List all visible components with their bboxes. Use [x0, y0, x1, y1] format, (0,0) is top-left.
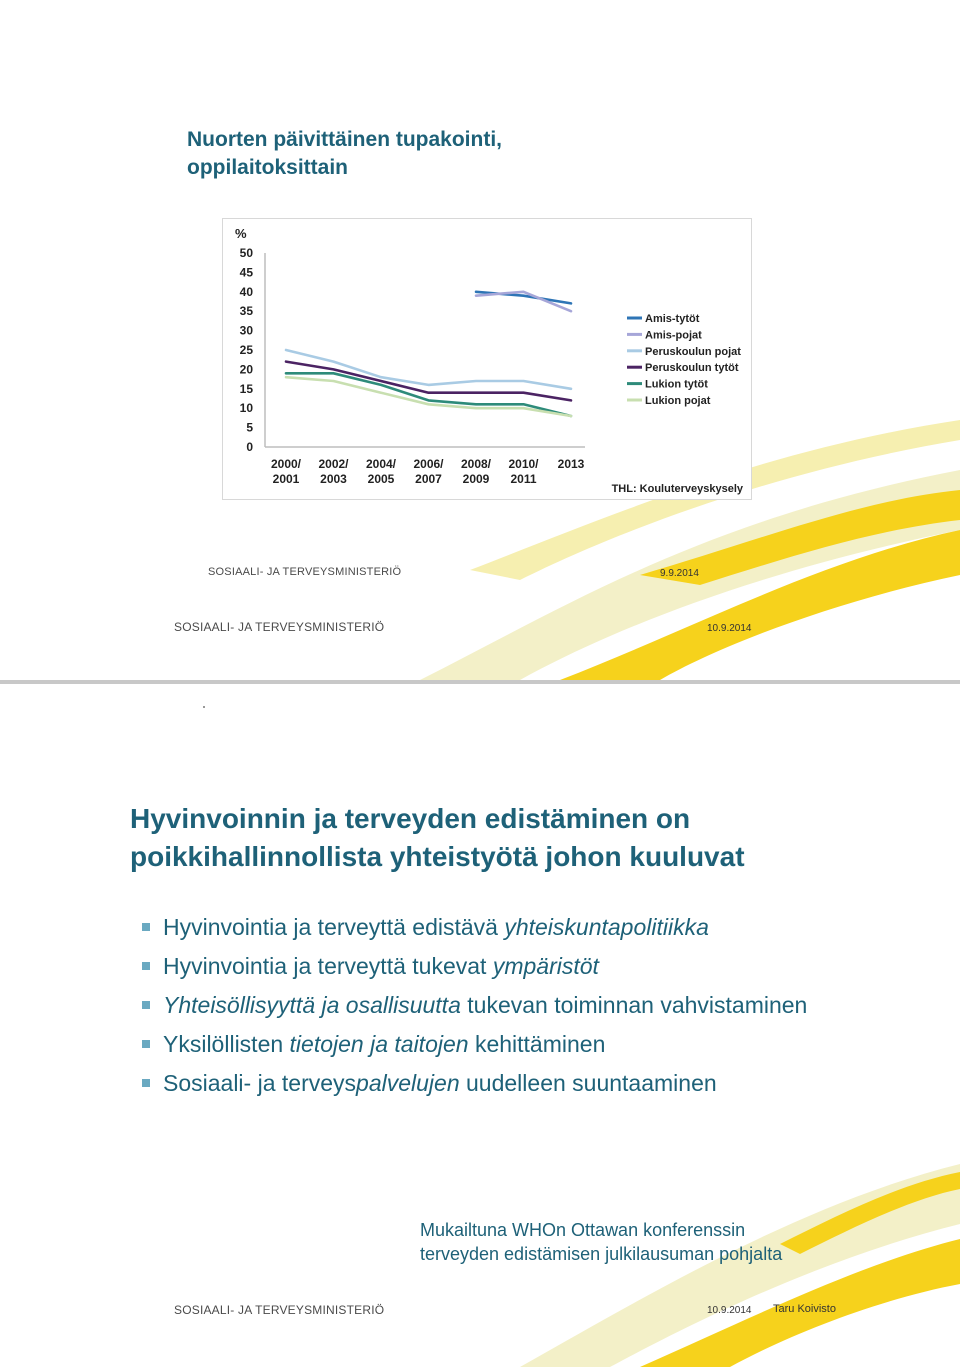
- footer-date: 10.9.2014: [707, 623, 752, 634]
- x-tick-label: 2001: [272, 472, 300, 486]
- bullet-emphasis: Yhteisöllisyyttä ja osallisuutta: [163, 992, 461, 1018]
- y-tick-label: 35: [239, 304, 253, 319]
- bullet-item: [142, 1064, 922, 1103]
- y-tick-label: 0: [246, 440, 253, 454]
- bullet-text: Hyvinvointia ja terveyttä edistävä: [163, 914, 505, 940]
- slide-1-title-line-2: oppilaitoksittain: [187, 156, 349, 179]
- bullet-item: [142, 947, 922, 986]
- y-tick-label: 45: [239, 265, 253, 280]
- y-tick-label: 40: [239, 284, 253, 299]
- slide-1: [0, 0, 960, 680]
- y-tick-label: 5: [246, 420, 253, 435]
- bullet-text: Hyvinvointia ja terveyttä tukevat: [163, 953, 493, 979]
- x-tick-label: 2000/: [270, 457, 302, 471]
- x-tick-label: 2005: [367, 472, 395, 486]
- footer-author: Taru Koivisto: [773, 1303, 836, 1315]
- smoking-line-chart: [222, 218, 752, 500]
- footer-date-inner: 9.9.2014: [660, 568, 699, 579]
- chart-canvas: [223, 219, 751, 499]
- x-tick-label: 2003: [320, 472, 347, 486]
- bullet-item: [142, 986, 922, 1025]
- x-tick-label: 2009: [462, 472, 490, 486]
- legend-label: Lukion pojat: [645, 395, 711, 407]
- y-tick-label: 10: [239, 401, 253, 416]
- x-tick-label: 2013: [557, 457, 585, 471]
- bullet-square-icon: [142, 1001, 150, 1009]
- legend-label: Peruskoulun pojat: [645, 345, 741, 358]
- bullet-square-icon: [142, 962, 150, 970]
- x-tick-label: 2008/: [460, 457, 492, 471]
- slide-2-title-line-1: Hyvinvoinnin ja terveyden edistäminen on: [130, 803, 691, 834]
- y-tick-label: 30: [239, 323, 253, 338]
- bullet-text: uudelleen suuntaaminen: [459, 1070, 717, 1096]
- slide-marker-dot: [203, 706, 205, 708]
- bullet-text: Sosiaali- ja terveys: [163, 1070, 357, 1096]
- slide-1-title: [187, 126, 502, 182]
- footer-org: SOSIAALI- JA TERVEYSMINISTERIÖ: [174, 1303, 385, 1317]
- footer-date: 10.9.2014: [707, 1305, 752, 1316]
- x-tick-label: 2010/: [508, 457, 539, 471]
- x-tick-label: 2011: [510, 472, 537, 486]
- x-tick-label: 2006/: [413, 457, 444, 471]
- y-tick-label: 50: [239, 246, 253, 260]
- source-note: [420, 1218, 782, 1266]
- bullet-square-icon: [142, 923, 150, 931]
- bullet-emphasis: ympäristöt: [492, 953, 599, 979]
- x-tick-label: 2007: [415, 472, 442, 486]
- legend-label: Lukion tytöt: [645, 378, 708, 391]
- legend-label: Amis-tytöt: [645, 313, 700, 325]
- bullet-emphasis: palvelujen: [356, 1070, 460, 1096]
- bullet-square-icon: [142, 1040, 150, 1048]
- y-tick-label: 15: [239, 381, 253, 396]
- legend-label: Amis-pojat: [645, 329, 702, 342]
- x-tick-label: 2002/: [318, 457, 349, 471]
- footer-org-inner: SOSIAALI- JA TERVEYSMINISTERIÖ: [208, 566, 402, 578]
- bullet-list: [142, 908, 922, 1103]
- source-note-line-2: terveyden edistämisen julkilausuman pohjalta: [420, 1244, 783, 1264]
- slide-1-title-line-1: Nuorten päivittäinen tupakointi,: [187, 128, 503, 151]
- bullet-square-icon: [142, 1079, 150, 1087]
- slide-2-title: [130, 800, 745, 876]
- legend-label: Peruskoulun tytöt: [645, 362, 739, 375]
- y-axis-label: %: [235, 226, 247, 241]
- source-note-line-1: Mukailtuna WHOn Ottawan konferenssin: [420, 1220, 746, 1240]
- bullet-text: tukevan toiminnan vahvistaminen: [460, 992, 808, 1018]
- bullet-text: kehittäminen: [468, 1031, 606, 1057]
- bullet-emphasis: tietojen ja taitojen: [289, 1031, 469, 1057]
- chart-source-label: THL: Kouluterveyskysely: [611, 483, 743, 495]
- x-tick-label: 2004/: [365, 457, 397, 471]
- bullet-emphasis: yhteiskuntapolitiikka: [504, 914, 709, 940]
- bullet-item: [142, 1025, 922, 1064]
- bullet-item: [142, 908, 922, 947]
- footer-org: SOSIAALI- JA TERVEYSMINISTERIÖ: [174, 620, 385, 634]
- y-tick-label: 20: [239, 362, 253, 377]
- bullet-text: Yksilöllisten: [163, 1031, 290, 1057]
- slide-2-title-line-2: poikkihallinnollista yhteistyötä johon kuuluvat: [130, 841, 745, 872]
- y-tick-label: 25: [239, 343, 253, 357]
